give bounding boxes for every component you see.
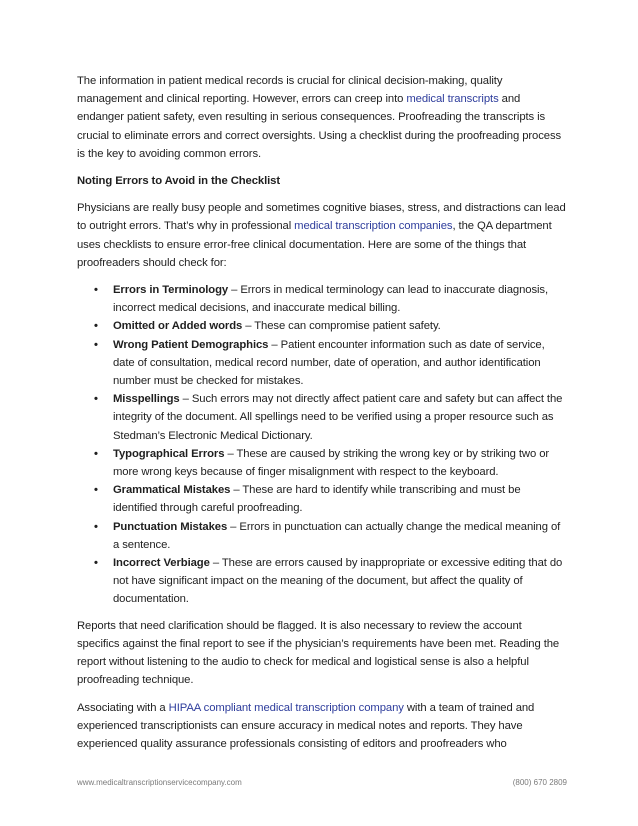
- bullet-icon: •: [94, 520, 98, 533]
- hipaa-text-end: with a team of trained and experienced transcriptionists can ensure accuracy in medical notes and reports. They have experienced quality assurance professionals consisting of editors and proofreaders who: [77, 701, 535, 750]
- hipaa-text-start: Associating with a: [77, 701, 169, 714]
- checklist-item: [77, 518, 567, 554]
- footer-phone: (800) 670 2809: [512, 778, 567, 787]
- checklist-term: Errors in Terminology: [113, 284, 229, 297]
- checklist-description: – Patient encounter information such as date of service, date of consultation, medical record number, date of operation, and author identification number must be checked for mistakes.: [113, 338, 545, 388]
- hipaa-paragraph: [77, 699, 567, 754]
- bullet-icon: •: [94, 557, 98, 570]
- physicians-paragraph: [77, 199, 567, 272]
- checklist-description: – These are hard to identify while transcribing and must be identified through careful proofreading.: [113, 484, 521, 515]
- error-checklist: [77, 281, 567, 609]
- checklist-description: – Such errors may not directly affect patient care and safety but can affect the integrity of the document. All spellings need to be verified using a proper resource such as Stedman’s Electronic Medical Dictionary.: [113, 393, 563, 442]
- medical-transcripts-link[interactable]: medical transcripts: [406, 93, 499, 106]
- checklist-description: – These are caused by striking the wrong key or by striking two or more wrong keys because of finger misalignment with respect to the keyboard.: [113, 447, 550, 479]
- physicians-text-end: , the QA department uses checklists to ensure error-free clinical documentation. Here are some of the things that proofreaders should check for:: [77, 220, 552, 269]
- page-footer: [77, 778, 567, 787]
- bullet-icon: •: [94, 393, 98, 406]
- bullet-icon: •: [94, 320, 98, 333]
- checklist-term: Omitted or Added words: [113, 320, 243, 333]
- hipaa-company-link[interactable]: HIPAA compliant medical transcription company: [168, 701, 404, 714]
- document-body: [77, 72, 567, 762]
- medical-transcription-companies-link[interactable]: medical transcription companies: [294, 220, 453, 233]
- section-heading: Noting Errors to Avoid in the Checklist: [77, 175, 281, 188]
- intro-text-end: and endanger patient safety, even resulting in serious consequences. Proofreading the transcripts is crucial to eliminate errors and correct oversights. Using a checklist during the proofreading process is the key to avoiding common errors.: [77, 93, 562, 160]
- bullet-icon: •: [94, 484, 98, 497]
- checklist-term: Wrong Patient Demographics: [113, 338, 269, 351]
- checklist-description: – Errors in punctuation can actually change the medical meaning of a sentence.: [113, 520, 561, 551]
- physicians-text-start: Physicians are really busy people and sometimes cognitive biases, stress, and distractions can lead to outright errors. That’s why in professional: [77, 202, 566, 233]
- checklist-item: [77, 554, 567, 609]
- checklist-item: [77, 336, 567, 391]
- intro-text-start: The information in patient medical records is crucial for clinical decision-making, quality management and clinical reporting. However, errors can creep into: [77, 75, 503, 106]
- checklist-term: Incorrect Verbiage: [113, 557, 210, 570]
- checklist-description: – Errors in medical terminology can lead to inaccurate diagnosis, incorrect medical decisions, and inaccurate medical billing.: [113, 284, 548, 315]
- intro-paragraph: [77, 72, 567, 163]
- bullet-icon: •: [94, 284, 98, 297]
- bullet-icon: •: [94, 447, 98, 460]
- checklist-term: Typographical Errors: [113, 447, 225, 460]
- checklist-term: Misspellings: [113, 393, 180, 406]
- checklist-term: Grammatical Mistakes: [113, 484, 231, 497]
- bullet-icon: •: [94, 338, 98, 351]
- footer-website: www.medicaltranscriptionservicecompany.com: [77, 778, 242, 787]
- checklist-item: [77, 481, 567, 517]
- checklist-description: – These are errors caused by inappropriate or excessive editing that do not have significant impact on the meaning of the document, but affect the quality of documentation.: [113, 557, 563, 606]
- checklist-item: [77, 445, 567, 481]
- checklist-term: Punctuation Mistakes: [113, 520, 228, 533]
- checklist-description: – These can compromise patient safety.: [242, 320, 441, 333]
- checklist-item: [77, 317, 567, 335]
- checklist-item: [77, 281, 567, 317]
- checklist-item: [77, 390, 567, 445]
- clarification-paragraph: Reports that need clarification should be flagged. It is also necessary to review the account specifics against the final report to see if the physician’s requirements have been met. Reading the report without listening to the audio to check for medical and logistical sense is also a helpful proofreading technique.: [77, 619, 560, 687]
